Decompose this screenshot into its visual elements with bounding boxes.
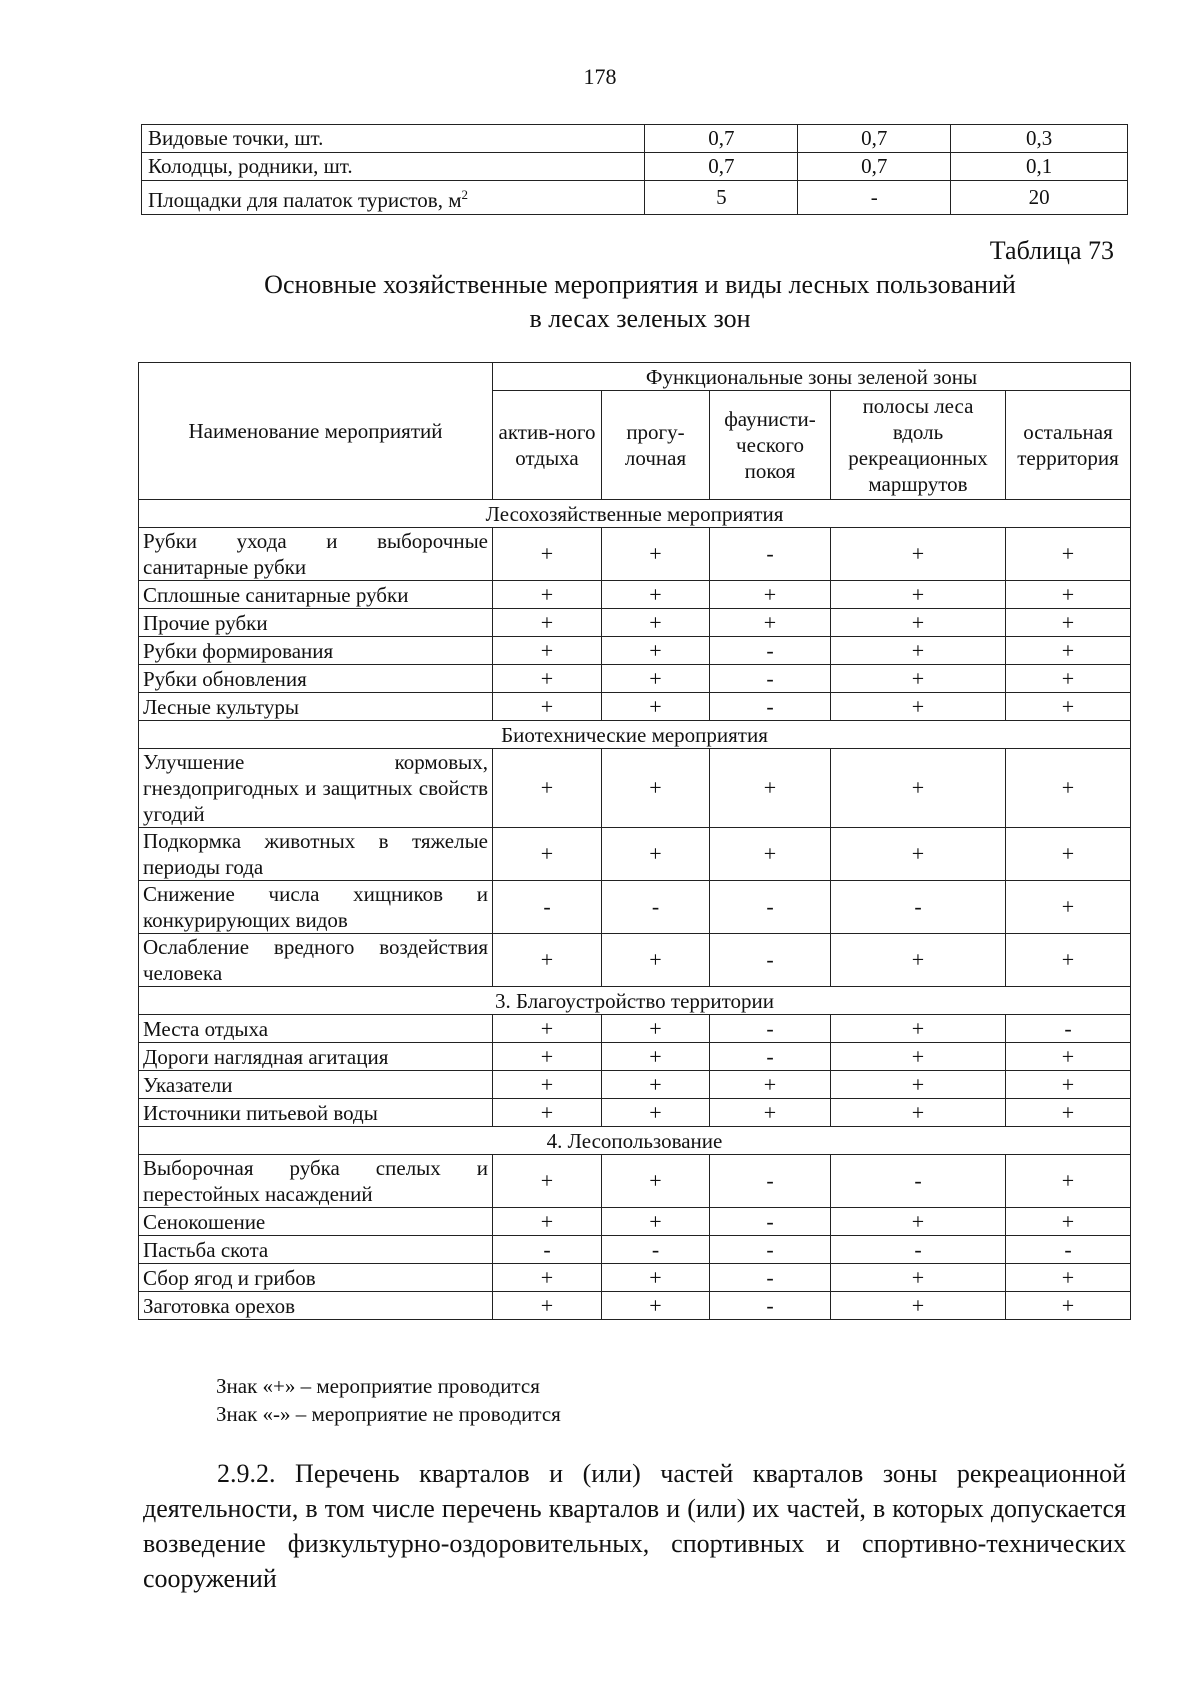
- header-zone-recreational-strips: полосы леса вдоль рекреационных маршрутов: [831, 391, 1006, 500]
- zone-mark: -: [831, 1155, 1006, 1208]
- zone-mark: +: [493, 1292, 602, 1320]
- table-row: [139, 1099, 1131, 1127]
- zone-mark: +: [710, 1071, 831, 1099]
- section-title: 3. Благоустройство территории: [139, 987, 1131, 1015]
- zone-mark: +: [602, 665, 710, 693]
- zone-mark: +: [831, 934, 1006, 987]
- section-paragraph: 2.9.2. Перечень кварталов и (или) частей кварталов зоны рекреационной деятельности, в том числе перечень кварталов и (или) их частей, в которых допускается возведение физкультурно-оздоровительных, спортивных и спортивно-технических сооружений: [143, 1459, 1126, 1593]
- table-row: [139, 665, 1131, 693]
- activity-name: Сенокошение: [139, 1208, 493, 1236]
- activity-name: Заготовка орехов: [139, 1292, 493, 1320]
- activity-name: Лесные культуры: [139, 693, 493, 721]
- zone-mark: +: [602, 581, 710, 609]
- table-row: [139, 1043, 1131, 1071]
- activity-name: Сбор ягод и грибов: [139, 1264, 493, 1292]
- zone-mark: -: [831, 881, 1006, 934]
- zone-mark: +: [493, 1015, 602, 1043]
- zone-mark: +: [1006, 1155, 1131, 1208]
- zone-mark: +: [493, 609, 602, 637]
- section-row: [139, 987, 1131, 1015]
- zone-mark: -: [710, 934, 831, 987]
- top-table-row-name: Видовые точки, шт.: [142, 125, 645, 153]
- table-title: [200, 268, 1080, 336]
- activity-name: Рубки обновления: [139, 665, 493, 693]
- zone-mark: +: [602, 1043, 710, 1071]
- top-table-value: 0,7: [798, 153, 951, 181]
- zone-mark: +: [1006, 828, 1131, 881]
- table-row: [139, 934, 1131, 987]
- zone-mark: +: [602, 1015, 710, 1043]
- activity-name: Выборочная рубка спелых и перестойных насаждений: [139, 1155, 493, 1208]
- zone-mark: +: [710, 749, 831, 828]
- top-table: [141, 124, 1128, 215]
- zone-mark: -: [710, 1292, 831, 1320]
- table-title-line-1: Основные хозяйственные мероприятия и виды лесных пользований: [264, 270, 1016, 299]
- zone-mark: +: [1006, 1208, 1131, 1236]
- top-table-row-name: Площадки для палаток туристов, $м^2$: [142, 181, 645, 215]
- header-zone-walking: прогу-лочная: [602, 391, 710, 500]
- zone-mark: +: [493, 1043, 602, 1071]
- top-table-value: 0,7: [645, 125, 798, 153]
- top-table-row: [142, 181, 1128, 215]
- zone-mark: -: [710, 1208, 831, 1236]
- zone-mark: +: [602, 1071, 710, 1099]
- zone-mark: +: [831, 828, 1006, 881]
- zone-mark: +: [602, 609, 710, 637]
- table-row: [139, 1236, 1131, 1264]
- zone-mark: +: [602, 1292, 710, 1320]
- zone-mark: +: [602, 1264, 710, 1292]
- activity-name: Места отдыха: [139, 1015, 493, 1043]
- section-title: Биотехнические мероприятия: [139, 721, 1131, 749]
- activity-name: Рубки ухода и выборочные санитарные рубки: [139, 528, 493, 581]
- table-row: [139, 1155, 1131, 1208]
- activity-name: Дороги наглядная агитация: [139, 1043, 493, 1071]
- zone-mark: +: [831, 609, 1006, 637]
- zone-mark: +: [831, 528, 1006, 581]
- activity-name: Подкормка животных в тяжелые периоды года: [139, 828, 493, 881]
- zone-mark: +: [831, 1264, 1006, 1292]
- table-row: [139, 1208, 1131, 1236]
- header-zone-other-territory: остальная территория: [1006, 391, 1131, 500]
- zone-mark: +: [493, 1155, 602, 1208]
- zone-mark: +: [1006, 637, 1131, 665]
- table-row: [139, 1292, 1131, 1320]
- activity-name: Снижение числа хищников и конкурирующих видов: [139, 881, 493, 934]
- activity-name: Ослабление вредного воздействия человека: [139, 934, 493, 987]
- zone-mark: +: [602, 1099, 710, 1127]
- zone-mark: +: [602, 934, 710, 987]
- zone-mark: +: [602, 1155, 710, 1208]
- zone-mark: +: [493, 1264, 602, 1292]
- zone-mark: -: [602, 881, 710, 934]
- zone-mark: +: [493, 749, 602, 828]
- table-row: [139, 637, 1131, 665]
- zone-mark: -: [710, 637, 831, 665]
- legend-minus: Знак «-» – мероприятие не проводится: [216, 1402, 561, 1426]
- table-row: [139, 528, 1131, 581]
- zone-mark: +: [602, 1208, 710, 1236]
- activity-name: Сплошные санитарные рубки: [139, 581, 493, 609]
- legend-plus: Знак «+» – мероприятие проводится: [216, 1374, 540, 1398]
- top-table-value: 0,7: [645, 153, 798, 181]
- top-table-row-name: Колодцы, родники, шт.: [142, 153, 645, 181]
- zone-mark: -: [493, 881, 602, 934]
- zone-mark: +: [831, 581, 1006, 609]
- zone-mark: +: [1006, 581, 1131, 609]
- zone-mark: +: [493, 934, 602, 987]
- zone-mark: +: [493, 1071, 602, 1099]
- unit-superscript: 2: [461, 187, 469, 202]
- zone-mark: +: [831, 665, 1006, 693]
- zone-mark: -: [710, 528, 831, 581]
- zone-mark: -: [710, 881, 831, 934]
- zone-mark: +: [602, 528, 710, 581]
- zone-mark: +: [1006, 881, 1131, 934]
- zone-mark: -: [602, 1236, 710, 1264]
- zone-mark: +: [602, 749, 710, 828]
- top-table-row: [142, 125, 1128, 153]
- zone-mark: -: [710, 1015, 831, 1043]
- zone-mark: -: [710, 665, 831, 693]
- zone-mark: +: [1006, 749, 1131, 828]
- activity-name: Прочие рубки: [139, 609, 493, 637]
- activity-name: Улучшение кормовых, гнездопригодных и защитных свойств угодий: [139, 749, 493, 828]
- zone-mark: -: [1006, 1015, 1131, 1043]
- zone-mark: +: [1006, 1264, 1131, 1292]
- top-table-value: 0,7: [798, 125, 951, 153]
- zone-mark: +: [1006, 1292, 1131, 1320]
- zone-mark: +: [493, 581, 602, 609]
- activity-name: Указатели: [139, 1071, 493, 1099]
- table-row: [139, 828, 1131, 881]
- zone-mark: +: [831, 637, 1006, 665]
- section-row: [139, 500, 1131, 528]
- table-row: [139, 749, 1131, 828]
- zone-mark: +: [602, 828, 710, 881]
- zone-mark: +: [1006, 1071, 1131, 1099]
- table-title-line-2: в лесах зеленых зон: [529, 304, 751, 333]
- zone-mark: -: [710, 1043, 831, 1071]
- zone-mark: +: [493, 828, 602, 881]
- zone-mark: -: [493, 1236, 602, 1264]
- zone-mark: +: [710, 609, 831, 637]
- zone-mark: -: [1006, 1236, 1131, 1264]
- zone-mark: -: [831, 1236, 1006, 1264]
- zone-mark: +: [710, 581, 831, 609]
- page-number: 178: [583, 64, 617, 89]
- top-table-row: [142, 153, 1128, 181]
- section-row: [139, 721, 1131, 749]
- table-row: [139, 581, 1131, 609]
- zone-mark: +: [710, 1099, 831, 1127]
- zone-mark: -: [710, 1236, 831, 1264]
- zone-mark: +: [831, 1071, 1006, 1099]
- zone-mark: +: [493, 665, 602, 693]
- table-number: Таблица 73: [989, 236, 1114, 265]
- top-table-value: -: [798, 181, 951, 215]
- zone-mark: +: [831, 1208, 1006, 1236]
- zone-mark: +: [1006, 609, 1131, 637]
- table-row: [139, 609, 1131, 637]
- zone-mark: +: [831, 1099, 1006, 1127]
- top-table-value: 0,1: [951, 153, 1128, 181]
- zone-mark: +: [493, 1208, 602, 1236]
- table-row: [139, 1015, 1131, 1043]
- section-title: 4. Лесопользование: [139, 1127, 1131, 1155]
- zone-mark: +: [831, 1015, 1006, 1043]
- zone-mark: +: [1006, 693, 1131, 721]
- top-table-value: 20: [951, 181, 1128, 215]
- zone-mark: +: [1006, 934, 1131, 987]
- zone-mark: +: [1006, 1043, 1131, 1071]
- top-table-value: 0,3: [951, 125, 1128, 153]
- table-row: [139, 1264, 1131, 1292]
- zone-mark: +: [710, 828, 831, 881]
- table-row: [139, 1071, 1131, 1099]
- zone-mark: +: [602, 637, 710, 665]
- header-zone-active-rest: актив-ного отдыха: [493, 391, 602, 500]
- activity-name: Источники питьевой воды: [139, 1099, 493, 1127]
- top-table-value: 5: [645, 181, 798, 215]
- zone-mark: +: [493, 637, 602, 665]
- zone-mark: +: [493, 693, 602, 721]
- zone-mark: +: [602, 693, 710, 721]
- zone-mark: +: [1006, 665, 1131, 693]
- zone-mark: +: [493, 1099, 602, 1127]
- table-row: [139, 881, 1131, 934]
- header-zone-faunistic-rest: фаунисти-ческого покоя: [710, 391, 831, 500]
- zone-mark: +: [831, 693, 1006, 721]
- section-row: [139, 1127, 1131, 1155]
- main-table: [138, 362, 1131, 1320]
- header-zones-group: Функциональные зоны зеленой зоны: [493, 363, 1131, 391]
- zone-mark: +: [831, 749, 1006, 828]
- zone-mark: +: [831, 1043, 1006, 1071]
- zone-mark: +: [831, 1292, 1006, 1320]
- zone-mark: +: [1006, 1099, 1131, 1127]
- zone-mark: -: [710, 1264, 831, 1292]
- activity-name: Рубки формирования: [139, 637, 493, 665]
- activity-name: Пастьба скота: [139, 1236, 493, 1264]
- zone-mark: -: [710, 693, 831, 721]
- zone-mark: +: [1006, 528, 1131, 581]
- table-row: [139, 693, 1131, 721]
- header-name-column: Наименование мероприятий: [139, 363, 493, 500]
- section-title: Лесохозяйственные мероприятия: [139, 500, 1131, 528]
- zone-mark: +: [493, 528, 602, 581]
- zone-mark: -: [710, 1155, 831, 1208]
